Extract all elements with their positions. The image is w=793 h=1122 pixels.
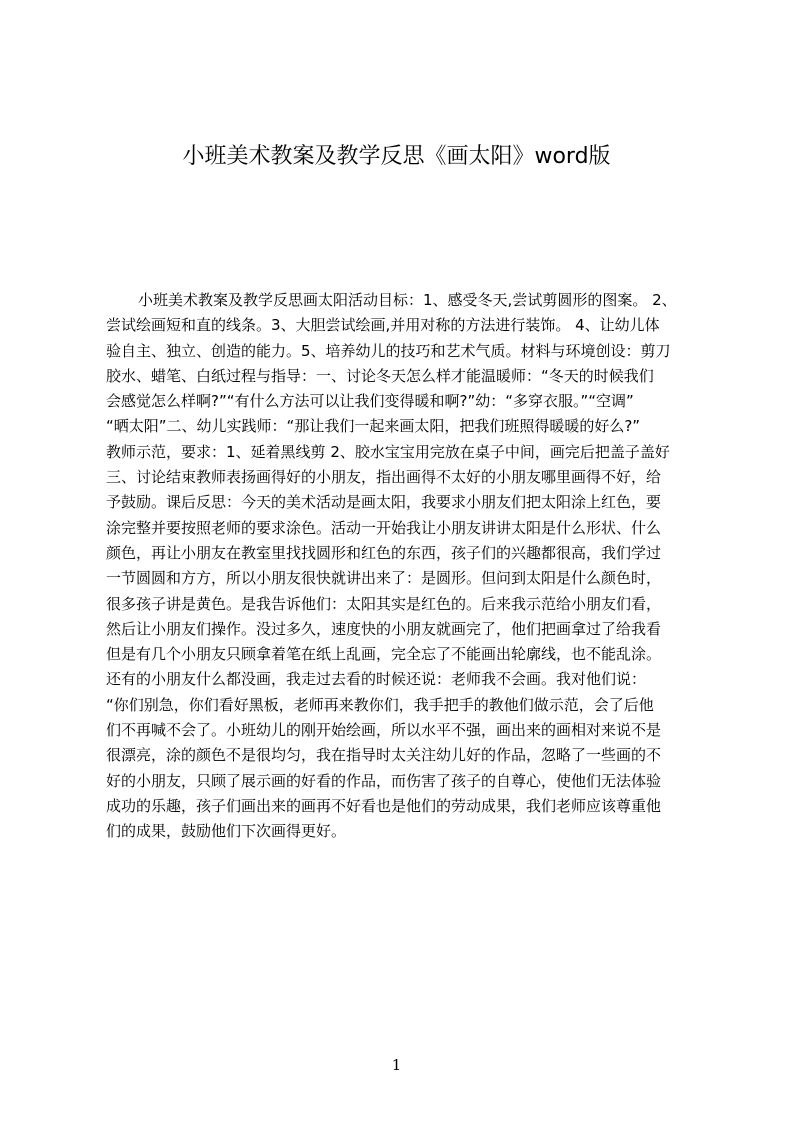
- body-line: “你们别急，你们看好黑板，老师再来教你们，我手把手的教他们做示范，会了后他: [106, 695, 654, 714]
- body-line: 胶水、蜡笔、白纸过程与指导：一、讨论冬天怎么样才能温暖师：“冬天的时候我们: [106, 366, 654, 385]
- body-line: “晒太阳”二、幼儿实践师：“那让我们一起来画太阳，把我们班照得暖暖的好么?”: [106, 417, 641, 436]
- body-line: 教师示范，要求：1、延着黑线剪 2、胶水宝宝用完放在桌子中间，画完后把盖子盖好: [106, 442, 670, 461]
- body-line: 予鼓励。课后反思：今天的美术活动是画太阳，我要求小朋友们把太阳涂上红色，要: [106, 493, 662, 512]
- page-number: 1: [391, 1056, 402, 1074]
- body-line: 尝试绘画短和直的线条。3、大胆尝试绘画,并用对称的方法进行装饰。 4、让幼儿体: [106, 316, 660, 335]
- body-line: 颜色，再让小朋友在教室里找找圆形和红色的东西，孩子们的兴趣都很高，我们学过: [106, 543, 662, 562]
- body-line: 但是有几个小朋友只顾拿着笔在纸上乱画，完全忘了不能画出轮廓线，也不能乱涂。: [106, 645, 662, 664]
- body-line: 很多孩子讲是黄色。是我告诉他们：太阳其实是红色的。后来我示范给小朋友们看，: [106, 594, 662, 613]
- body-line: 然后让小朋友们操作。没过多久，速度快的小朋友就画完了，他们把画拿过了给我看: [106, 619, 662, 638]
- body-line: 会感觉怎么样啊?”“有什么方法可以让我们变得暖和啊?”幼：“多穿衣服。”“空调”: [106, 392, 634, 411]
- document-body: [106, 288, 698, 888]
- body-line: 们不再喊不会了。小班幼儿的刚开始绘画，所以水平不强，画出来的画相对来说不是: [106, 721, 662, 740]
- body-line: 一节圆圆和方方，所以小朋友很快就讲出来了：是圆形。但问到太阳是什么颜色时，: [106, 569, 662, 588]
- body-line: 好的小朋友，只顾了展示画的好看的作品，而伤害了孩子的自尊心，使他们无法体验: [106, 771, 662, 790]
- body-line: 很漂亮，涂的颜色不是很均匀，我在指导时太关注幼儿好的作品，忽略了一些画的不: [106, 746, 662, 765]
- body-line: 三、讨论结束教师表扬画得好的小朋友，指出画得不太好的小朋友哪里画得不好，给: [106, 468, 662, 487]
- body-line: 涂完整并要按照老师的要求涂色。活动一开始我让小朋友讲讲太阳是什么形状、什么: [106, 518, 662, 537]
- body-line: 们的成果，鼓励他们下次画得更好。: [106, 822, 347, 841]
- body-line: 小班美术教案及教学反思画太阳活动目标：1、感受冬天,尝试剪圆形的图案。 2、: [138, 291, 677, 309]
- document-title: 小班美术教案及教学反思《画太阳》word版: [182, 144, 611, 169]
- body-line: 还有的小朋友什么都没画，我走过去看的时候还说：老师我不会画。我对他们说：: [106, 670, 647, 689]
- body-line: 验自主、独立、创造的能力。5、培养幼儿的技巧和艺术气质。材料与环境创设：剪刀: [106, 341, 671, 360]
- body-line: 成功的乐趣，孩子们画出来的画再不好看也是他们的劳动成果，我们老师应该尊重他: [106, 796, 662, 815]
